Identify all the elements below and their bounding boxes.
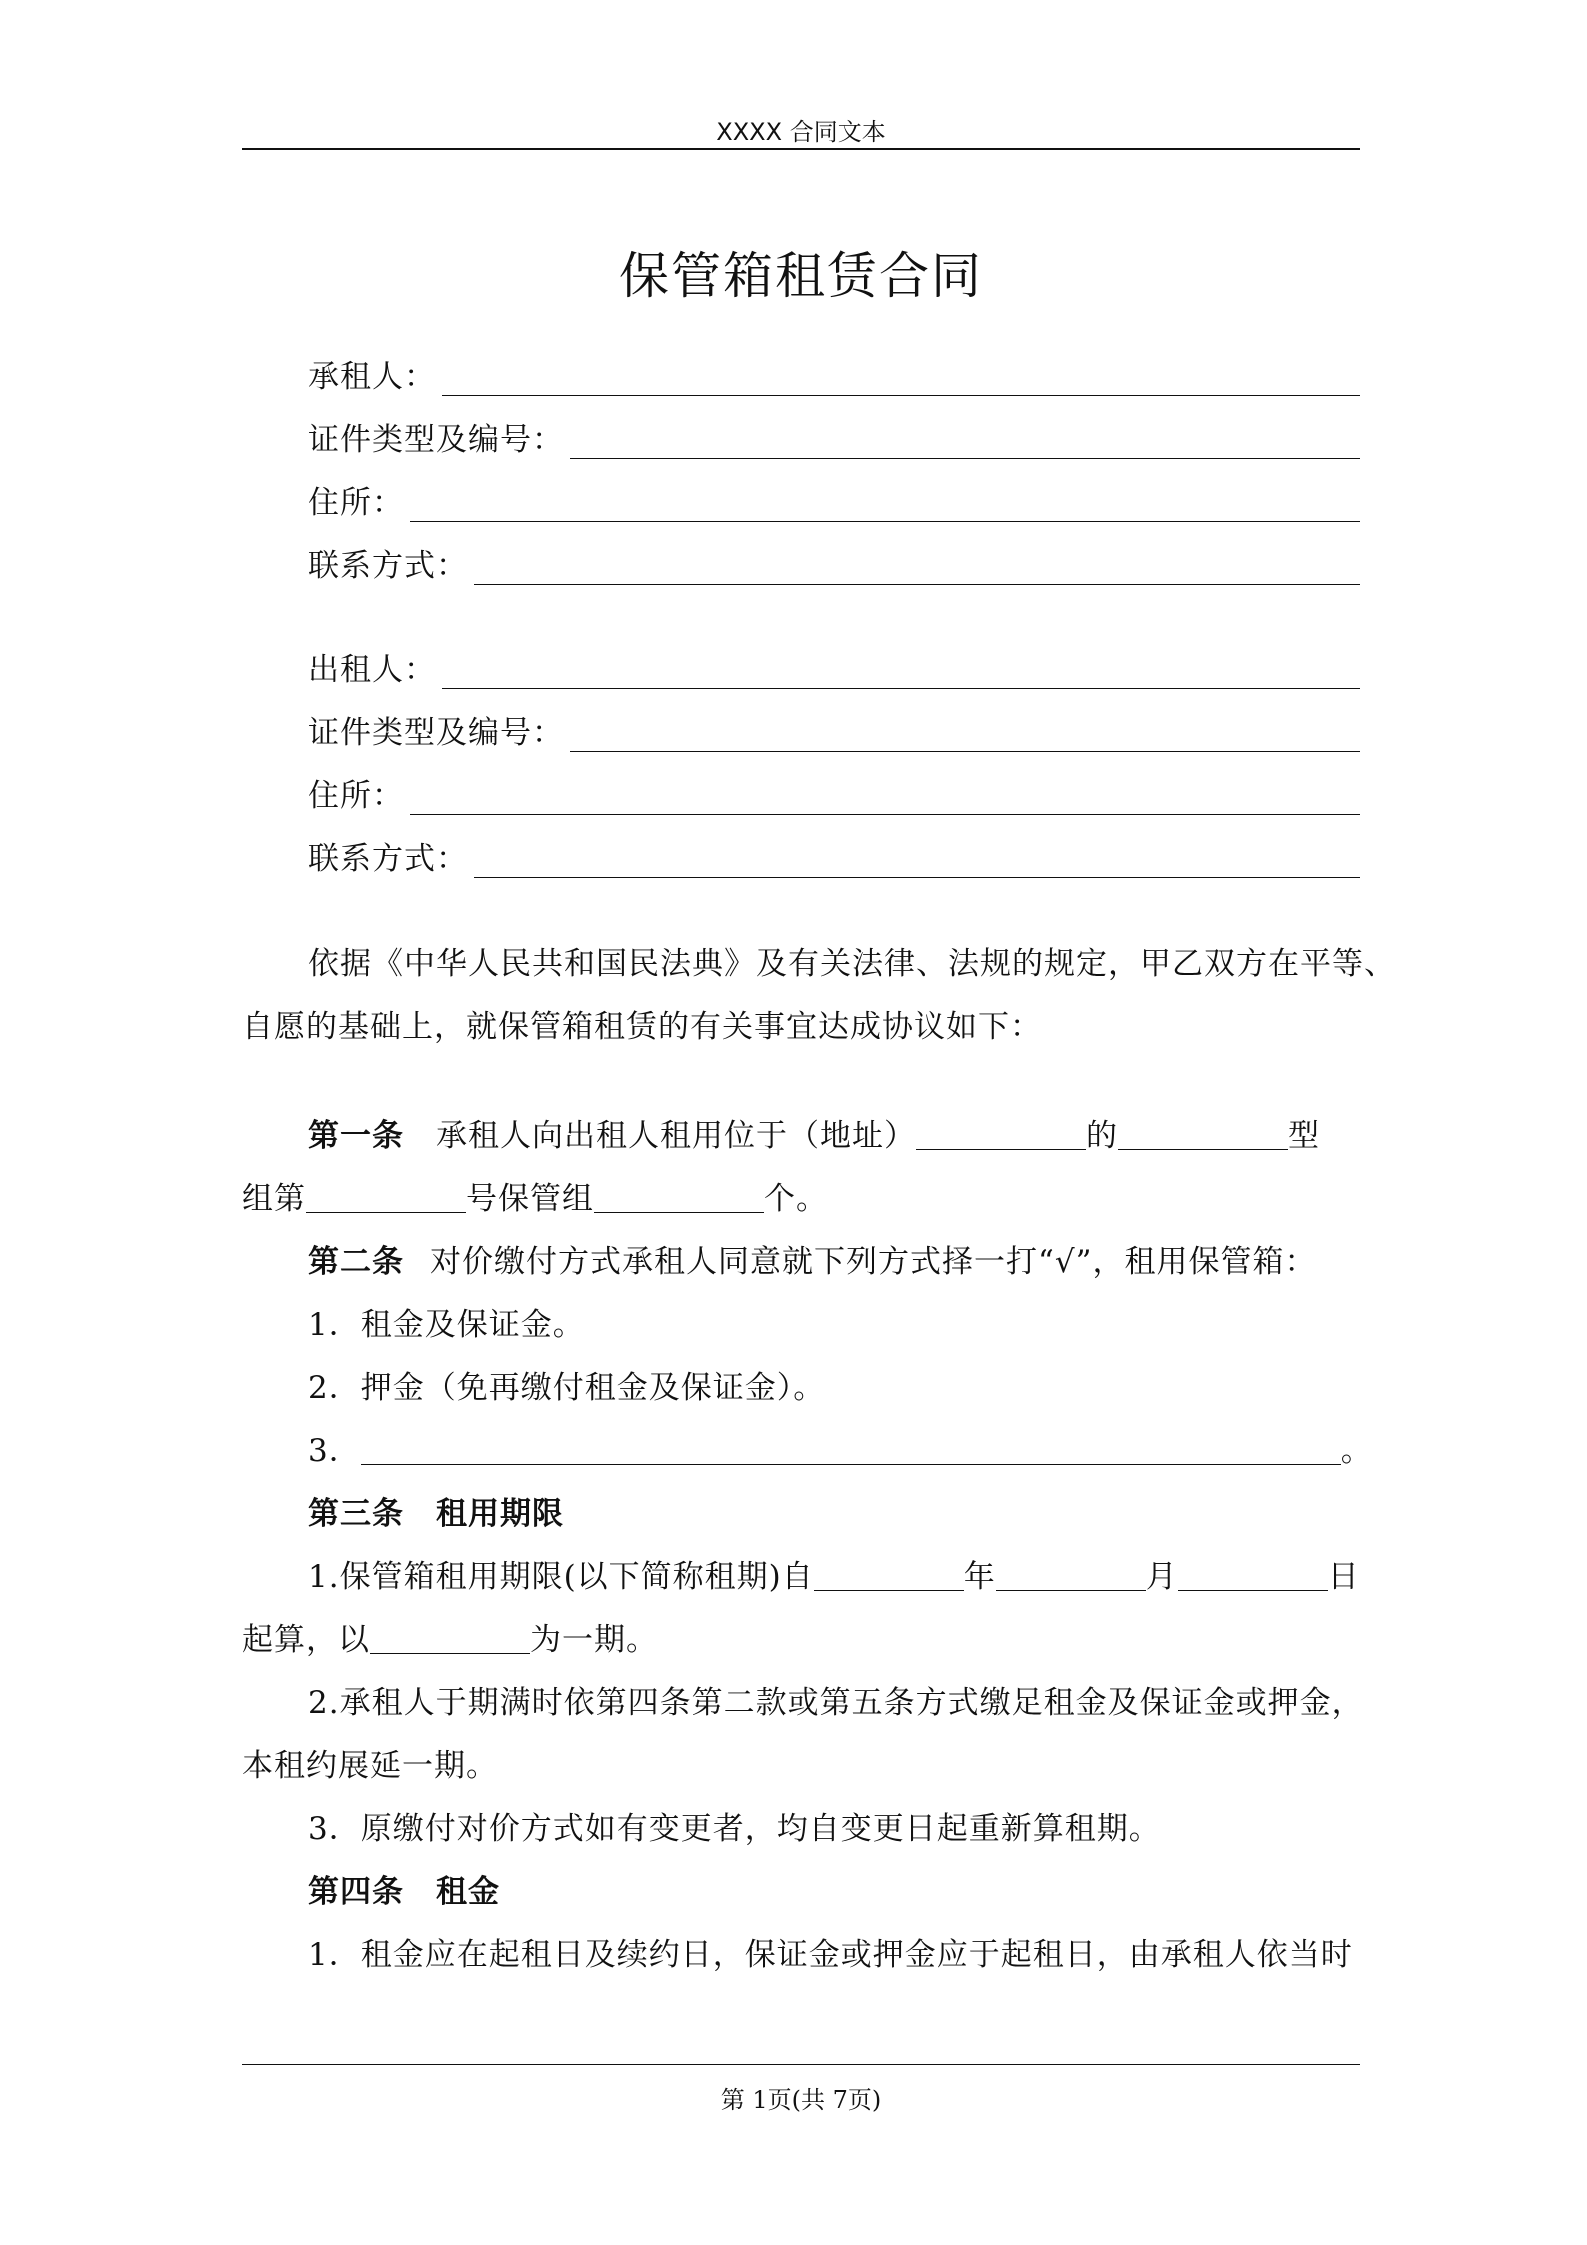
- start-year-blank[interactable]: [814, 1560, 964, 1591]
- article-1-line-1: [242, 1104, 1426, 1168]
- lessee-id-row: [308, 415, 1360, 459]
- period-blank[interactable]: [370, 1623, 530, 1654]
- lessor-contact-field[interactable]: [474, 843, 1360, 878]
- lessee-name-field[interactable]: [442, 361, 1360, 396]
- article-2-heading: 第二条: [308, 1244, 404, 1280]
- count-blank[interactable]: [594, 1182, 764, 1213]
- lessee-address-field[interactable]: [410, 487, 1360, 522]
- lessor-name-field[interactable]: [442, 654, 1360, 689]
- article-3-heading-line: [242, 1482, 1426, 1546]
- lessee-contact-row: [308, 541, 1360, 585]
- article-3-clause-1-line-2: [242, 1608, 1360, 1672]
- lessee-id-label: 证件类型及编号：: [308, 422, 564, 458]
- article-1-text-6: 个。: [764, 1181, 828, 1217]
- lessee-name-row: [308, 352, 1360, 396]
- lessor-address-label: 住所：: [308, 778, 404, 814]
- lessor-address-row: [308, 771, 1360, 815]
- start-month-blank[interactable]: [996, 1560, 1146, 1591]
- footer-rule: [242, 2064, 1360, 2065]
- lessee-address-label: 住所：: [308, 485, 404, 521]
- page-header: XXXX 合同文本: [716, 118, 886, 146]
- article-3-clause-1-line-1: [242, 1545, 1426, 1609]
- article-2-option-1: 1．租金及保证金。: [308, 1307, 585, 1343]
- article-1-text-5: 号保管组: [466, 1181, 594, 1217]
- lessee-name-label: 承租人：: [308, 359, 436, 395]
- type-blank[interactable]: [1118, 1119, 1288, 1150]
- address-blank[interactable]: [916, 1119, 1086, 1150]
- preamble-line-1: 依据《中华人民共和国民法典》及有关法律、法规的规定，甲乙双方在平等、: [308, 946, 1396, 982]
- lessor-name-label: 出租人：: [308, 652, 436, 688]
- article-2-option-3: [242, 1419, 1426, 1483]
- lessee-contact-label: 联系方式：: [308, 548, 468, 584]
- article-2-option-3-prefix: 3．: [308, 1433, 361, 1469]
- article-1-heading: 第一条: [308, 1118, 404, 1154]
- lessor-name-row: [308, 645, 1360, 689]
- article-3-clause-2-line-1: 2.承租人于期满时依第四条第二款或第五条方式缴足租金及保证金或押金，: [308, 1685, 1364, 1721]
- lessor-id-row: [308, 708, 1360, 752]
- lessee-id-field[interactable]: [570, 424, 1360, 459]
- article-3-title: 租用期限: [436, 1496, 564, 1532]
- article-3-c1-a: 1.保管箱租用期限(以下简称租期)自: [308, 1559, 814, 1595]
- page-footer: 第 1页(共 7页): [720, 2086, 882, 2114]
- article-3-c1-d: 日: [1327, 1559, 1360, 1595]
- article-1-text-2: 的: [1086, 1118, 1118, 1154]
- article-1-text-4: 组第: [242, 1181, 306, 1217]
- header-rule: [242, 148, 1360, 150]
- group-blank[interactable]: [306, 1182, 466, 1213]
- article-4-title: 租金: [436, 1874, 500, 1910]
- article-1-line-2: [242, 1167, 1360, 1231]
- start-day-blank[interactable]: [1178, 1560, 1328, 1591]
- preamble-line-2: 自愿的基础上，就保管箱租赁的有关事宜达成协议如下：: [242, 1009, 1042, 1045]
- lessee-address-row: [308, 478, 1360, 522]
- article-3-c1-e: 起算，以: [242, 1622, 370, 1658]
- lessor-contact-row: [308, 834, 1360, 878]
- option-3-blank[interactable]: [361, 1434, 1341, 1465]
- lessor-address-field[interactable]: [410, 780, 1360, 815]
- lessor-id-field[interactable]: [570, 717, 1360, 752]
- article-4-heading-line: [242, 1860, 1426, 1924]
- article-2-option-3-suffix: 。: [1340, 1433, 1373, 1469]
- article-3-c1-b: 年: [963, 1559, 996, 1595]
- article-4-clause-1: 1．租金应在起租日及续约日，保证金或押金应于起租日，由承租人依当时: [308, 1937, 1353, 1973]
- article-3-heading: 第三条: [308, 1496, 404, 1532]
- article-2-text: 对价缴付方式承租人同意就下列方式择一打“√”，租用保管箱：: [430, 1244, 1317, 1280]
- article-1-text-3: 型: [1288, 1118, 1320, 1154]
- lessor-contact-label: 联系方式：: [308, 841, 468, 877]
- article-3-c1-c: 月: [1145, 1559, 1178, 1595]
- article-4-heading: 第四条: [308, 1874, 404, 1910]
- lessee-contact-field[interactable]: [474, 550, 1360, 585]
- article-3-clause-2-line-2: 本租约展延一期。: [242, 1748, 498, 1784]
- article-1-text-1: 承租人向出租人租用位于（地址）: [436, 1118, 916, 1154]
- document-title: 保管箱租赁合同: [619, 247, 983, 305]
- article-3-c1-f: 为一期。: [530, 1622, 658, 1658]
- article-2-option-2: 2．押金（免再缴付租金及保证金）。: [308, 1370, 826, 1406]
- lessor-id-label: 证件类型及编号：: [308, 715, 564, 751]
- article-2-line: [242, 1230, 1426, 1294]
- article-3-clause-3: 3．原缴付对价方式如有变更者，均自变更日起重新算租期。: [308, 1811, 1161, 1847]
